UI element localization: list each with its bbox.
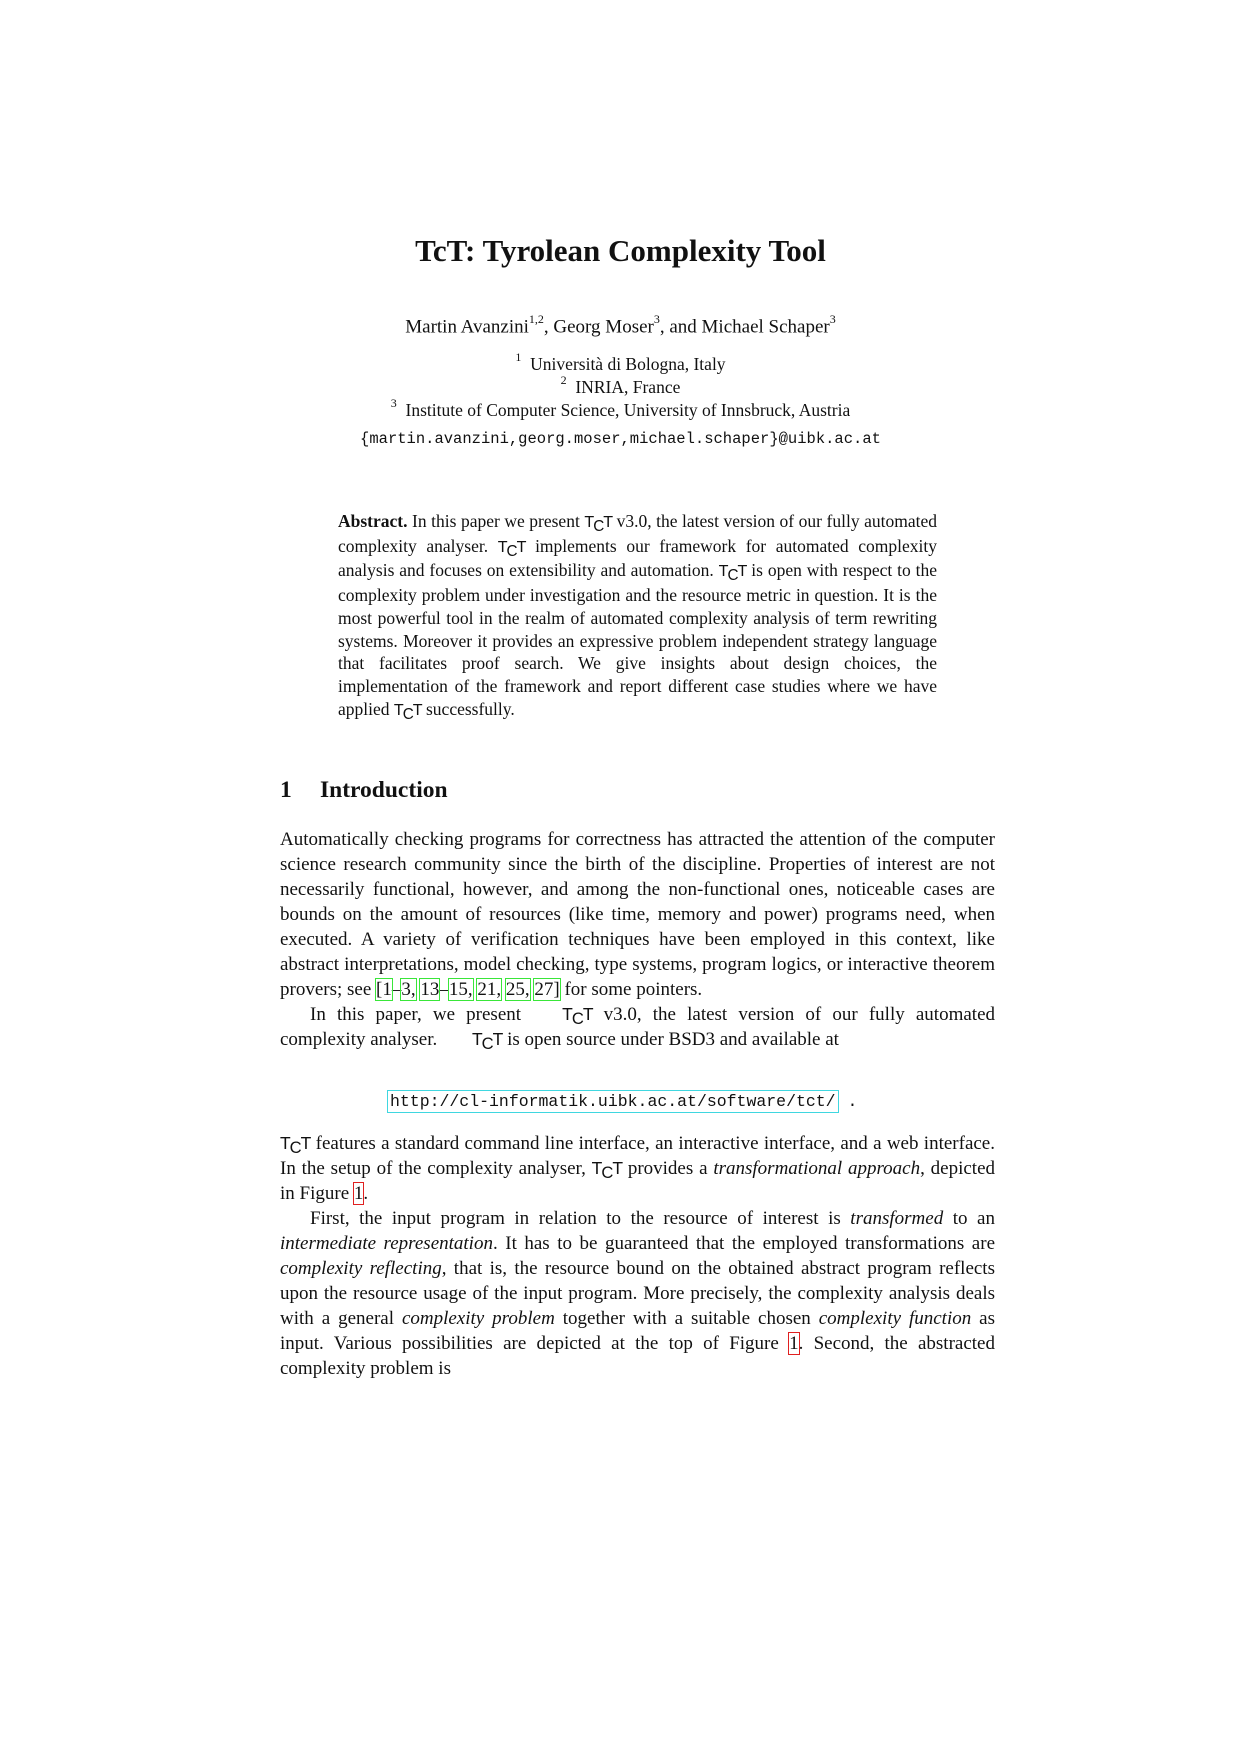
url-link[interactable]: http://cl-informatik.uibk.ac.at/software/tct/ (390, 1092, 836, 1111)
citation-link[interactable]: [1 (376, 979, 392, 1000)
author-list (0, 314, 1241, 338)
author-2-affil: 3 (653, 312, 660, 326)
author-2: , Georg Moser (543, 316, 654, 338)
paper-title: TcT: Tyrolean Complexity Tool (415, 233, 826, 268)
author-3: , and Michael Schaper (659, 316, 830, 338)
tct-logo: TCT (562, 1004, 593, 1028)
affiliation-2: $^2$ INRIA, France (560, 373, 681, 397)
tct-logo: TCT (584, 513, 613, 535)
intro-paragraph-3: TCT features a standard command line interface, an interactive interface, and a web interface. In the setup of the complexity analyser, TCT provides a transformational approach, depicted in Figure 1. First, the input program in relation to the resource of interest is transformed to an intermediate representation. It has to be guaranteed that the employed transformations are complexity reflecting, that is, the resource bound on the obtained abstract program reflects upon the resource usage of the input program. More precisely, the complexity analysis deals with a general complexity problem together with a suitable chosen complexity function as input. Various possibilities are depicted at the top of Figure 1. Second, the abstracted complexity problem is (280, 1133, 996, 1379)
intro-paragraph-4: First, the input program in relation to the resource of interest is transformed to an intermediate representation. It has to be guaranteed that the employed transformations are complexity reflecting, that is, the resource bound on the obtained abstract program reflects upon the resource usage of the input program. More precisely, the complexity analysis deals with a general complexity problem together with a suitable chosen complexity function as input. Various possibilities are depicted at the top of Figure 1. Second, the abstracted complexity problem is (280, 1208, 996, 1379)
affiliation-1: $^1$ Università di Bologna, Italy (515, 350, 726, 374)
intro-paragraph-1: Automatically checking programs for correctness has attracted the attention of the computer science research community since the birth of the discipline. Properties of interest are not necessarily functional, however, and among the non-functional ones, noticeable cases are bounds on the amount of resources (like time, memory and power) programs need, when executed. A variety of verification techniques have been employed in this context, like abstract interpretations, model checking, type systems, program logics, or interactive theorem provers; see [1–3, 13–15, 21, 25, 27] for some pointers. In this paper, we present TCT v3.0, the latest version of our fully automated complexity analyser. TCT is open source under BSD3 and available at (280, 829, 996, 1053)
tct-logo: TCT (280, 1133, 311, 1157)
abstract-label: Abstract. (338, 511, 408, 531)
author-3-affil: 3 (829, 312, 836, 326)
author-1-affil: 1,2 (528, 312, 544, 326)
tct-logo: TCT (718, 562, 747, 585)
intro-paragraph-2: In this paper, we present TCT v3.0, the latest version of our fully automated complexity analyser. TCT is open source under BSD3 and available at (280, 1004, 996, 1053)
citation-link[interactable]: 25, (505, 979, 530, 1000)
tct-logo: TCT (591, 1158, 622, 1182)
citation-link[interactable]: 21, (477, 979, 502, 1000)
tool-url: http://cl-informatik.uibk.ac.at/software/tct/ . (390, 1092, 858, 1111)
author-1: Martin Avanzini (405, 316, 529, 338)
author-emails: {martin.avanzini,georg.moser,michael.schaper}@uibk.ac.at (360, 430, 881, 448)
tct-logo: TCT (497, 537, 526, 560)
tct-logo: TCT (471, 1029, 503, 1053)
figure-ref-link[interactable]: 1 (789, 1333, 799, 1354)
affiliation-3: $^3$ Institute of Computer Science, University of Innsbruck, Austria (390, 396, 851, 420)
citation-link[interactable]: 15, (448, 979, 473, 1000)
abstract: Abstract. In this paper we present TCT v3.0, the latest version of our fully automated complexity analyser. TCT implements our framework for automated complexity analysis and focuses on extensibility and automation. TCT is open with respect to the complexity problem under investigation and the resource metric in question. It is the most powerful tool in the realm of automated complexity analysis of term rewriting systems. Moreover it provides an expressive problem independent strategy language that facilitates proof search. We give insights about design choices, the implementation of the framework and report different case studies where we have applied TCT successfully. (338, 511, 937, 723)
section-title: Introduction (320, 777, 448, 803)
citation-link[interactable]: 3, (401, 979, 416, 1000)
section-heading (280, 777, 448, 804)
figure-ref-link[interactable]: 1 (353, 1183, 364, 1204)
citation-link[interactable]: 13 (420, 979, 440, 1000)
section-number: 1 (280, 777, 292, 803)
citation-link[interactable]: 27] (534, 979, 560, 1000)
tct-logo: TCT (393, 700, 422, 723)
